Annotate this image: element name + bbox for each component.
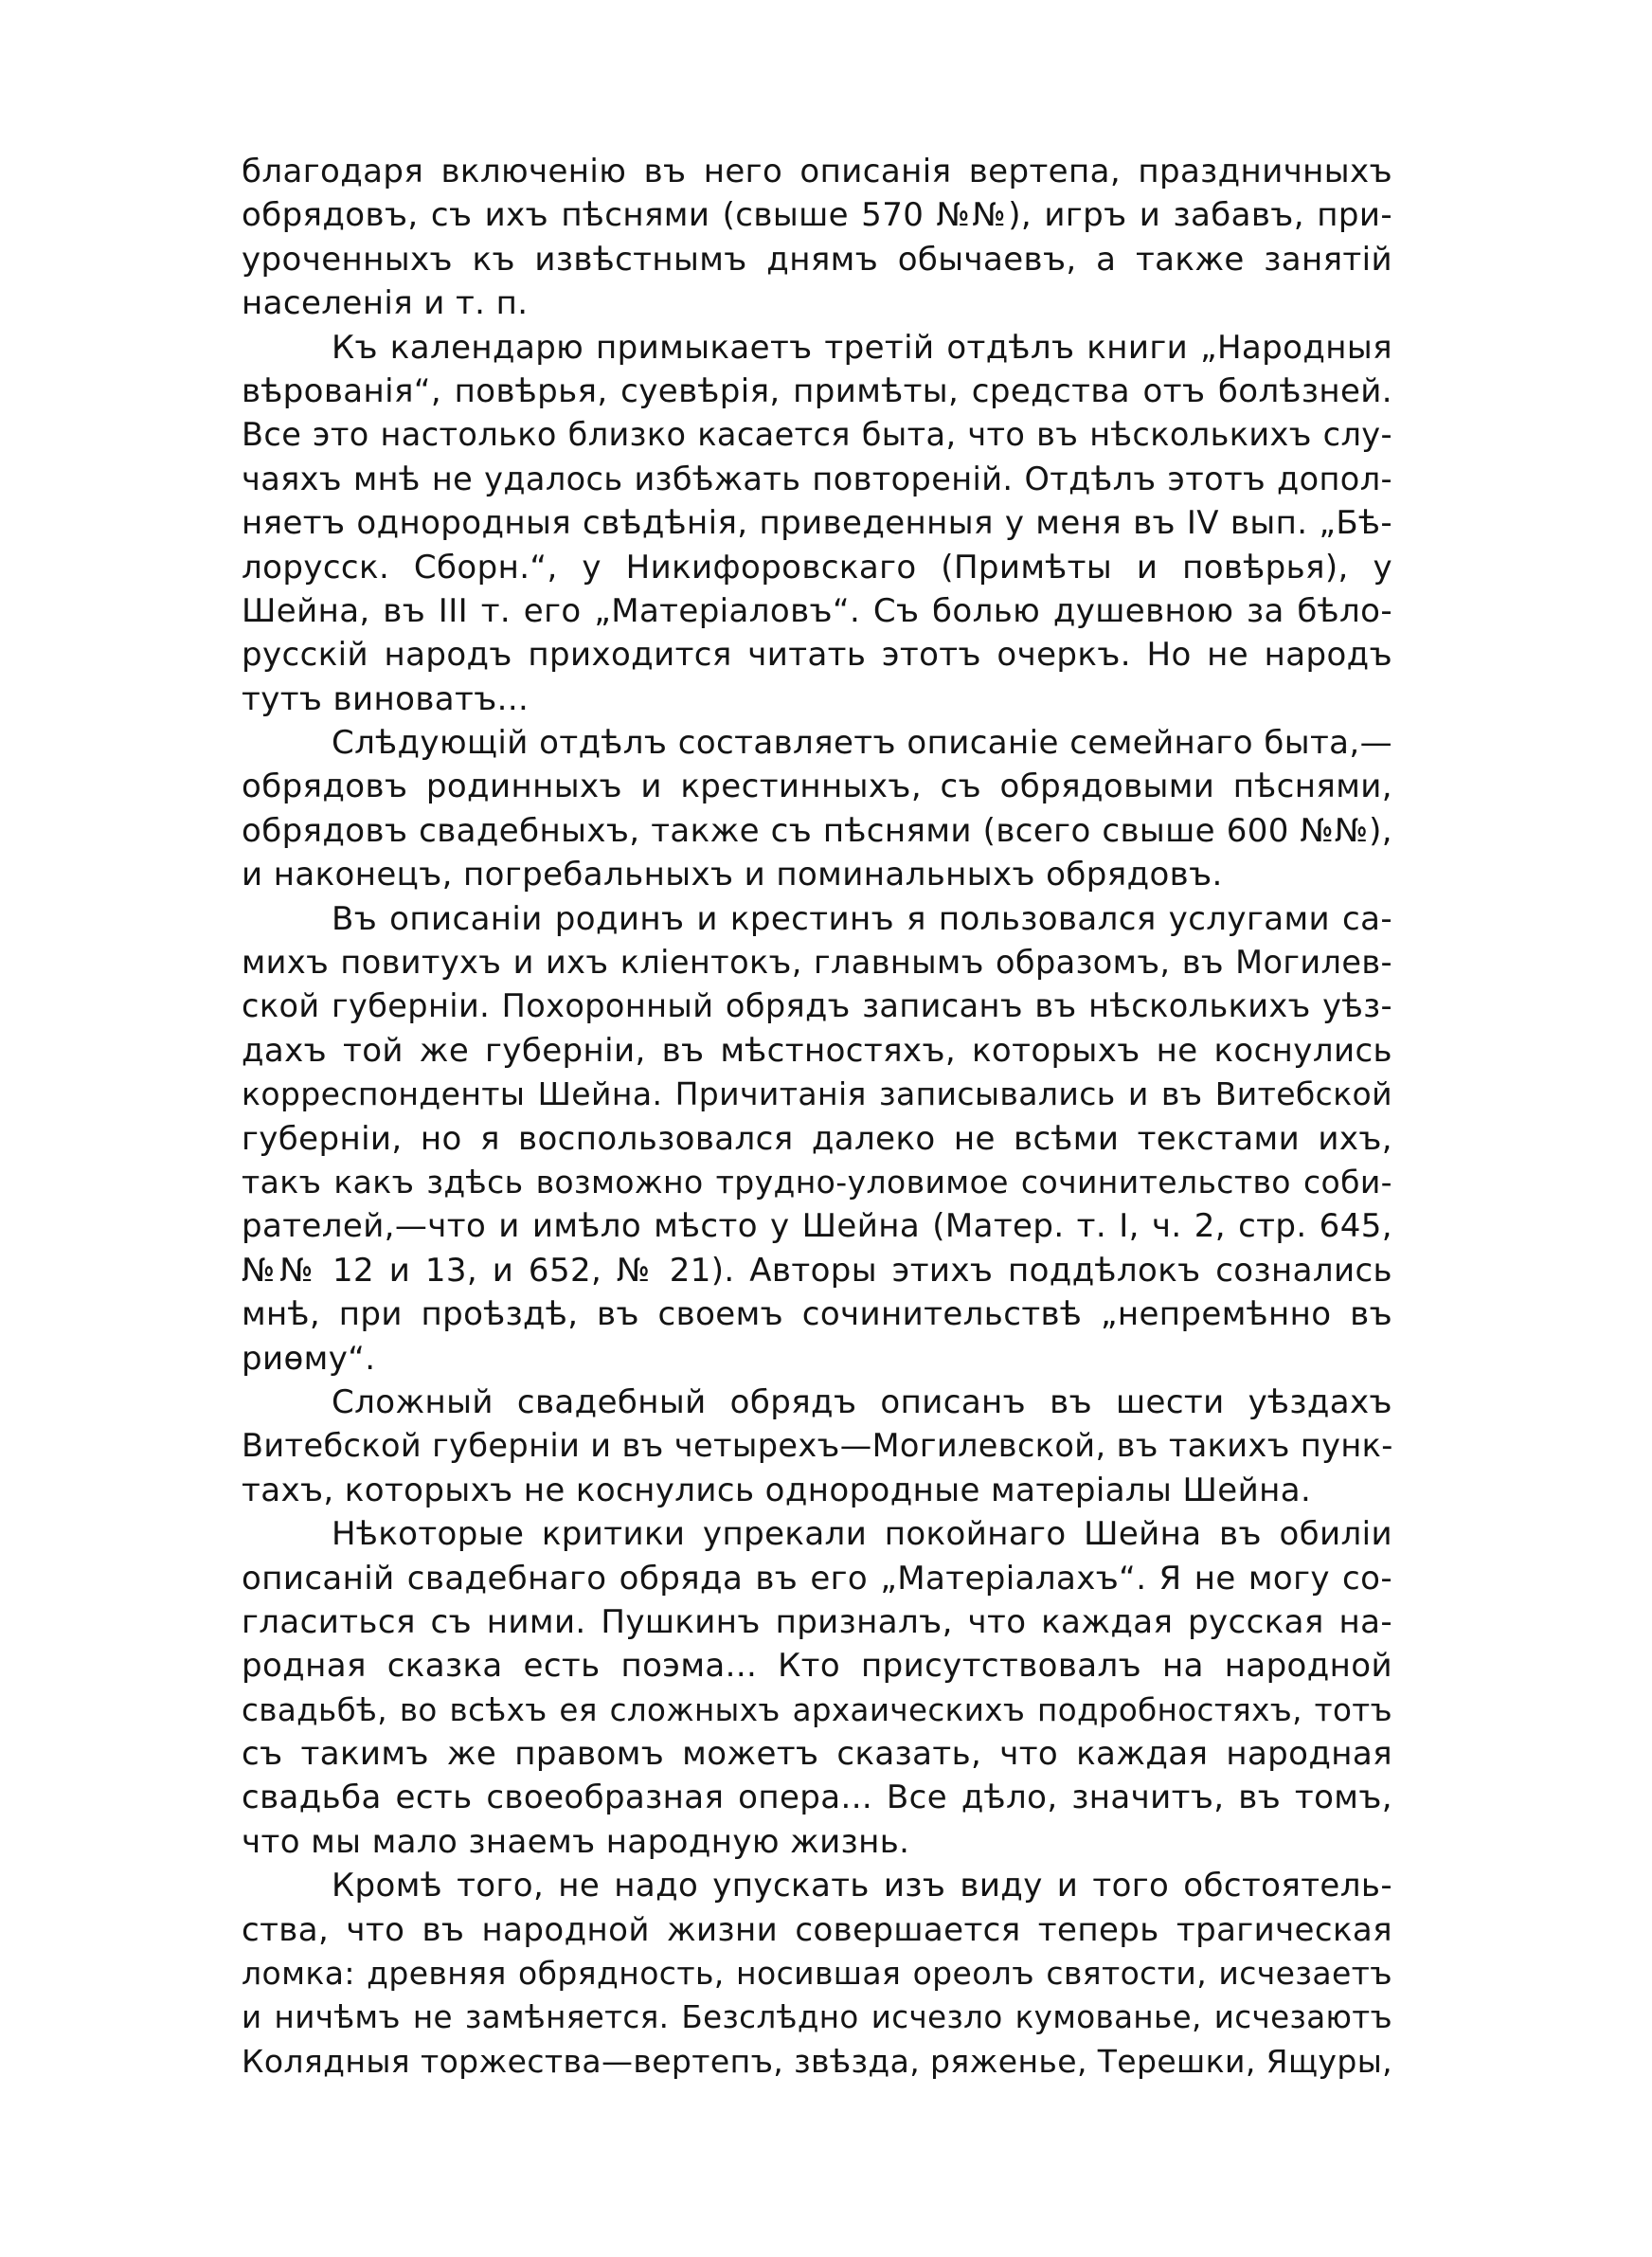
text-line: обрядовъ свадебныхъ, также съ пѣснями (всего свыше 600 №№), xyxy=(242,811,1392,850)
text-line: родная сказка есть поэма... Кто присутствовалъ на народной xyxy=(242,1647,1392,1686)
text-line: мнѣ, при проѣздѣ, въ своемъ сочинительствѣ „непремѣнно въ xyxy=(242,1295,1392,1334)
text-line: Шейна, въ III т. его „Матеріаловъ“. Съ болью душевною за бѣло- xyxy=(242,591,1392,630)
text-line: ломка: древняя обрядность, носившая ореолъ святости, исчезаетъ xyxy=(242,1955,1392,1993)
text-line: населенія и т. п. xyxy=(242,284,529,323)
text-line: тутъ виноватъ... xyxy=(242,679,530,718)
text-line: описаній свадебнаго обряда въ его „Матеріалахъ“. Я не могу со- xyxy=(242,1559,1392,1598)
paragraph-5 xyxy=(242,1381,1392,1512)
text-line: ской губерніи. Похоронный обрядъ записанъ въ нѣсколькихъ уѣз- xyxy=(242,987,1392,1025)
paragraph-1 xyxy=(242,150,1392,326)
text-line: корреспонденты Шейна. Причитанія записывались и въ Витебской xyxy=(242,1075,1392,1113)
text-line: Колядныя торжества—вертепъ, звѣзда, ряженье, Терешки, Ящуры, xyxy=(242,2042,1393,2080)
paragraph-2 xyxy=(242,326,1392,722)
paragraph-3 xyxy=(242,721,1392,897)
document-page xyxy=(242,150,1392,2140)
text-line: вѣрованія“, повѣрья, суевѣрія, примѣты, средства отъ болѣзней. xyxy=(242,371,1392,410)
text-line: обрядовъ родинныхъ и крестинныхъ, съ обрядовыми пѣснями, xyxy=(242,767,1392,806)
text-line: Слѣдующій отдѣлъ составляетъ описаніе семейнаго быта,— xyxy=(332,724,1392,763)
text-line: съ такимъ же правомъ можетъ сказать, что каждая народная xyxy=(242,1735,1392,1774)
text-line: губерніи, но я воспользовался далеко не всѣми текстами ихъ, xyxy=(242,1119,1392,1158)
text-line: Сложный свадебный обрядъ описанъ въ шести уѣздахъ xyxy=(332,1382,1392,1421)
text-line: ства, что въ народной жизни совершается теперь трагическая xyxy=(242,1910,1392,1949)
text-line: михъ повитухъ и ихъ кліентокъ, главнымъ образомъ, въ Могилев- xyxy=(242,944,1392,982)
text-line: лорусск. Сборн.“, у Никифоровскаго (Примѣты и повѣрья), у xyxy=(242,548,1392,587)
text-line: Все это настолько близко касается быта, что въ нѣсколькихъ слу- xyxy=(242,416,1392,454)
text-line: свадьбѣ, во всѣхъ ея сложныхъ архаическихъ подробностяхъ, тотъ xyxy=(242,1691,1392,1728)
text-line: такъ какъ здѣсь возможно трудно-уловимое сочинительство соби- xyxy=(242,1163,1392,1201)
text-line: благодаря включенію въ него описанія вертепа, праздничныхъ xyxy=(242,153,1392,190)
text-line: обрядовъ, съ ихъ пѣснями (свыше 570 №№), игръ и забавъ, при- xyxy=(242,196,1392,235)
text-line: и наконецъ, погребальныхъ и поминальныхъ обрядовъ. xyxy=(242,856,1223,894)
text-line: дахъ той же губерніи, въ мѣстностяхъ, которыхъ не коснулись xyxy=(242,1031,1392,1070)
text-line: №№ 12 и 13, и 652, № 21). Авторы этихъ поддѣлокъ сознались xyxy=(242,1251,1392,1290)
text-line: свадьба есть своеобразная опера... Все дѣло, значитъ, въ томъ, xyxy=(242,1779,1392,1817)
paragraph-4 xyxy=(242,897,1392,1381)
text-line: и ничѣмъ не замѣняется. Безслѣдно исчезло кумованье, исчезаютъ xyxy=(242,1999,1392,2036)
text-line: русскій народъ приходится читать этотъ очеркъ. Но не народъ xyxy=(242,636,1392,675)
paragraph-7 xyxy=(242,1864,1392,2084)
text-line: Кромѣ того, не надо упускать изъ виду и того обстоятель- xyxy=(332,1867,1392,1905)
paragraph-6 xyxy=(242,1512,1392,1864)
text-line: риѳму“. xyxy=(242,1339,376,1378)
text-line: няетъ однородныя свѣдѣнія, приведенныя у меня въ IV вып. „Бѣ- xyxy=(242,504,1392,543)
text-line: гласиться съ ними. Пушкинъ призналъ, что каждая русская на- xyxy=(242,1602,1392,1641)
text-line: что мы мало знаемъ народную жизнь. xyxy=(242,1822,910,1861)
text-line: Въ описаніи родинъ и крестинъ я пользовался услугами са- xyxy=(332,899,1392,938)
text-line: Витебской губерніи и въ четырехъ—Могилевской, въ такихъ пунк- xyxy=(242,1427,1393,1465)
text-line: Къ календарю примыкаетъ третій отдѣлъ книги „Народныя xyxy=(332,328,1392,367)
text-line: тахъ, которыхъ не коснулись однородные матеріалы Шейна. xyxy=(242,1471,1312,1509)
text-line: Нѣкоторые критики упрекали покойнаго Шейна въ обиліи xyxy=(332,1515,1392,1554)
text-line: уроченныхъ къ извѣстнымъ днямъ обычаевъ, а также занятій xyxy=(242,240,1392,279)
text-line: чаяхъ мнѣ не удалось избѣжать повтореній. Отдѣлъ этотъ допол- xyxy=(242,460,1392,497)
text-line: рателей,—что и имѣло мѣсто у Шейна (Матер. т. I, ч. 2, стр. 645, xyxy=(242,1207,1392,1246)
